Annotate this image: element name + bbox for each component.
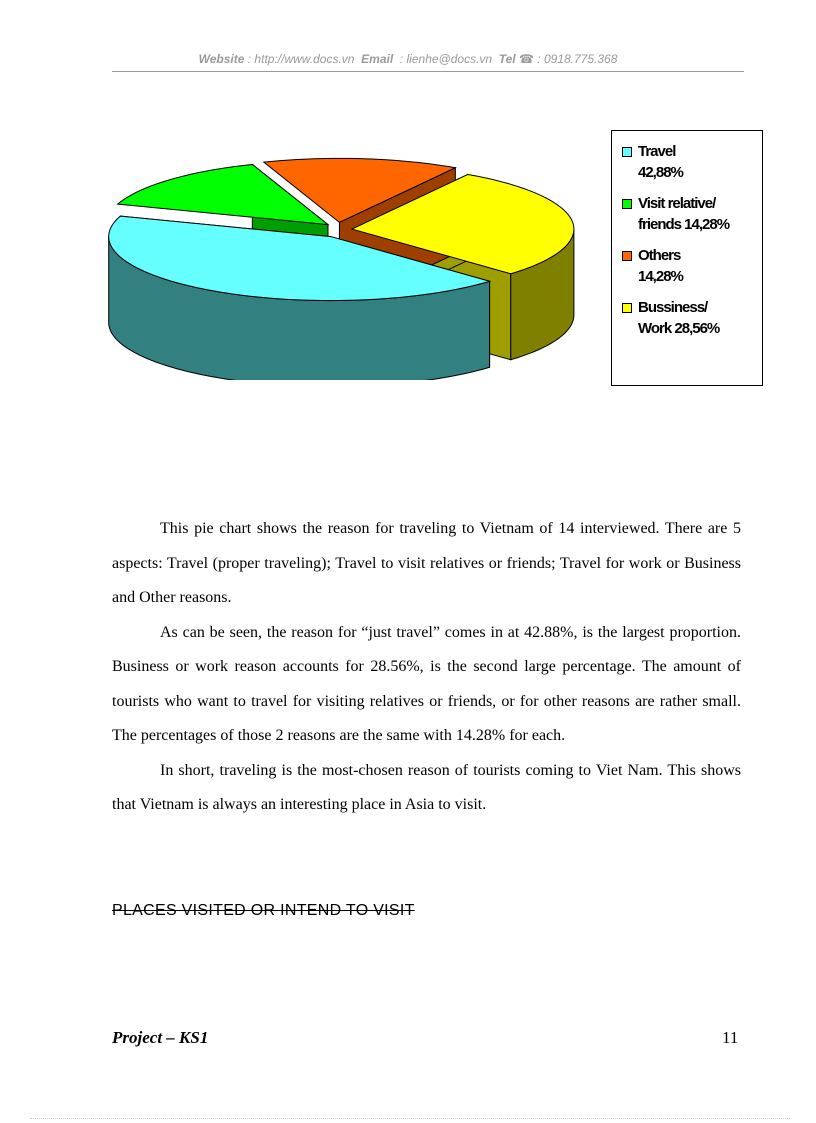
page-bottom-border [30, 1118, 790, 1119]
paragraph: In short, traveling is the most-chosen reason of tourists coming to Viet Nam. This shows that Vietnam is always an interesting place in Asia to visit. [112, 761, 741, 813]
legend-entry-others [622, 245, 756, 287]
paragraph: This pie chart shows the reason for traveling to Vietnam of 14 interviewed. There are 5 aspects: Travel (proper traveling); Travel to visit relatives or friends; Travel for work or Business and Other reasons. [112, 520, 741, 606]
legend-value: 14,28% [638, 268, 683, 285]
telephone-icon: ☎ [519, 52, 534, 66]
page-number: 11 [722, 1028, 739, 1047]
header-divider [112, 71, 744, 72]
email-value: : lienhe@docs.vn [399, 52, 493, 66]
legend-swatch-travel [622, 147, 632, 157]
section-heading: PLACES VISITED OR INTEND TO VISIT [112, 902, 415, 919]
website-value: : http://www.docs.vn [247, 52, 355, 66]
tel-value: : 0918.775.368 [537, 52, 618, 66]
chart-legend [611, 130, 763, 386]
legend-label: Others [638, 247, 681, 264]
legend-entry-business [622, 297, 756, 339]
legend-value: 42,88% [638, 164, 683, 181]
paragraph: As can be seen, the reason for “just travel” comes in at 42.88%, is the largest proportion. Business or work reason accounts for 28.56%, is the second large percentage. The amount of tourists who want to travel for visiting relatives or friends, or for other reasons are rather small. The percentages of those 2 reasons are the same with 14.28% for each. [112, 623, 741, 744]
legend-label: Visit relative/ [638, 195, 716, 212]
footer-project: Project – KS1 [112, 1028, 209, 1047]
legend-swatch-business [622, 303, 632, 313]
legend-swatch-others [622, 251, 632, 261]
pie-chart-canvas [100, 120, 600, 380]
tel-label: Tel [498, 52, 516, 66]
legend-label: Bussiness/ [638, 299, 708, 316]
legend-value: friends 14,28% [638, 216, 730, 233]
website-label: Website [198, 52, 245, 66]
legend-value: Work 28,56% [638, 320, 720, 337]
legend-label: Travel [638, 143, 676, 160]
legend-entry-visit [622, 193, 756, 235]
legend-entry-travel [622, 141, 756, 183]
pie-chart [100, 120, 780, 400]
page-header [0, 52, 816, 66]
legend-swatch-visit [622, 199, 632, 209]
email-label: Email [361, 52, 394, 66]
body-text [112, 512, 741, 823]
